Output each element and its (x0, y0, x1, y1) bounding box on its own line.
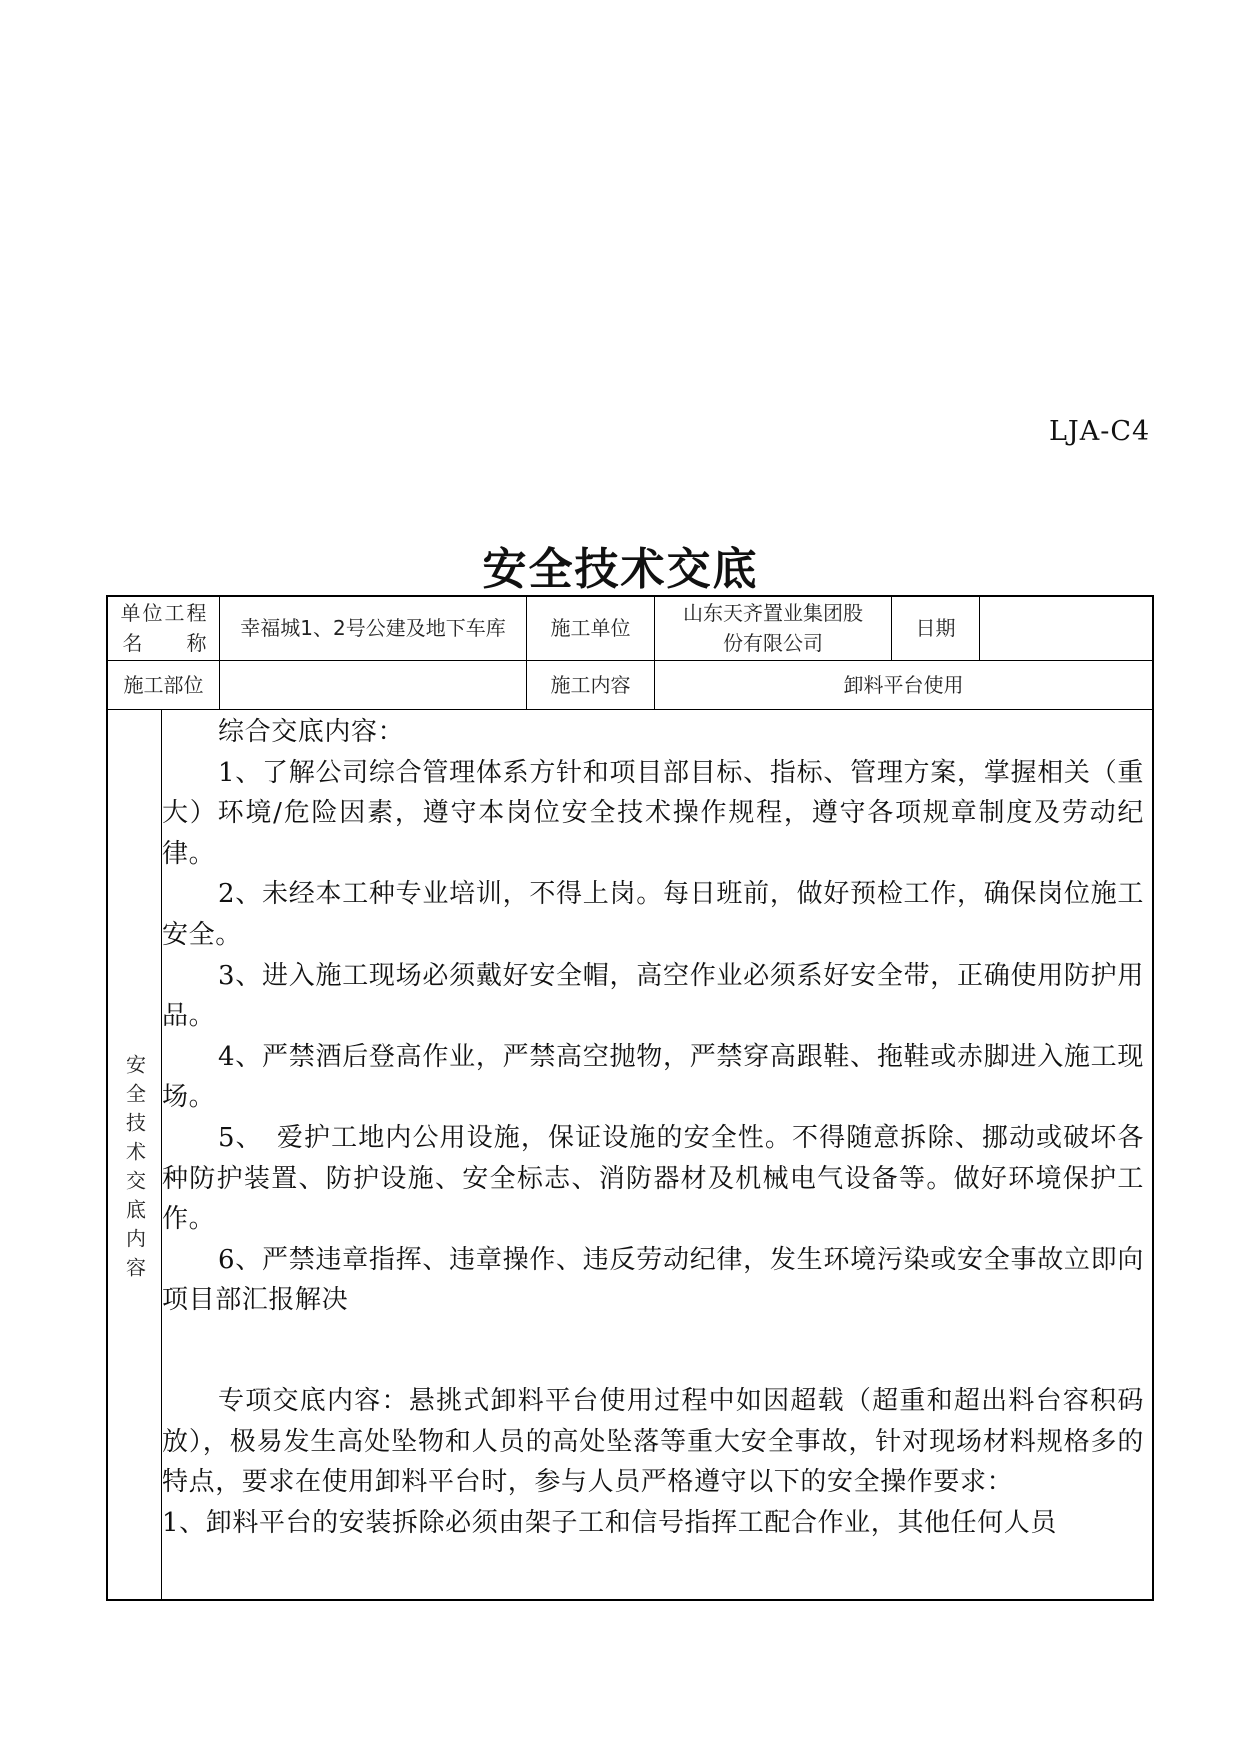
work-value: 卸料平台使用 (843, 673, 964, 697)
general-item-5: 5、 爱护工地内公用设施，保证设施的安全性。不得随意拆除、挪动或破坏各种防护装置、防护设施、安全标志、消防器材及机械电气设备等。做好环境保护工作。 (162, 1122, 1144, 1235)
page-title: 安全技术交底 (482, 544, 759, 595)
contractor-value-line1: 山东天齐置业集团股 (683, 600, 863, 625)
general-item-6: 6、严禁违章指挥、违章操作、违反劳动纪律，发生环境污染或安全事故立即向项目部汇报解决 (162, 1244, 1144, 1316)
side-label: 安全技术交底内容 (122, 1054, 147, 1286)
location-label: 施工部位 (123, 673, 204, 697)
general-item-1: 1、了解公司综合管理体系方针和项目部目标、指标、管理方案，掌握相关（重大）环境/危险因素，遵守本岗位安全技术操作规程，遵守各项规章制度及劳动纪律。 (162, 757, 1144, 869)
contractor-value (655, 595, 891, 660)
general-item-3: 3、进入施工现场必须戴好安全帽，高空作业必须系好安全带，正确使用防护用品。 (162, 960, 1144, 1032)
general-item-4: 4、严禁酒后登高作业，严禁高空抛物，严禁穿高跟鞋、拖鞋或赤脚进入施工现场。 (162, 1041, 1144, 1113)
date-value (980, 595, 1152, 660)
location-value (220, 661, 526, 709)
table-border-right (1152, 595, 1154, 1601)
table-border-bottom (106, 1599, 1154, 1601)
project-label-cell (108, 595, 219, 660)
work-label: 施工内容 (550, 673, 631, 697)
special-item-1: 1、卸料平台的安装拆除必须由架子工和信号指挥工配合作业，其他任何人员 (162, 1507, 1057, 1538)
contractor-label: 施工单位 (550, 615, 631, 640)
document-code: LJA-C4 (1049, 416, 1151, 447)
project-value: 幸福城1、2号公建及地下车库 (240, 615, 506, 640)
date-label: 日期 (915, 615, 956, 640)
disclosure-content (162, 712, 1144, 1543)
project-label-bottom: 名 称 (122, 630, 207, 655)
side-label-cell (108, 1015, 161, 1325)
general-heading: 综合交底内容： (218, 717, 405, 747)
contractor-value-line2: 份有限公司 (723, 630, 823, 655)
general-item-2: 2、未经本工种专业培训，不得上岗。每日班前，做好预检工作，确保岗位施工安全。 (162, 879, 1144, 950)
section-gap (162, 1321, 1144, 1381)
project-label-top: 单位工程 (120, 600, 207, 625)
special-paragraph: 专项交底内容：悬挑式卸料平台使用过程中如因超载（超重和超出料台容积码放），极易发生高处坠物和人员的高处坠落等重大安全事故，针对现场材料规格多的特点，要求在使用卸料平台时，参与人员严格遵守以下的安全操作要求： (162, 1385, 1144, 1498)
row-divider-2 (106, 709, 1154, 710)
